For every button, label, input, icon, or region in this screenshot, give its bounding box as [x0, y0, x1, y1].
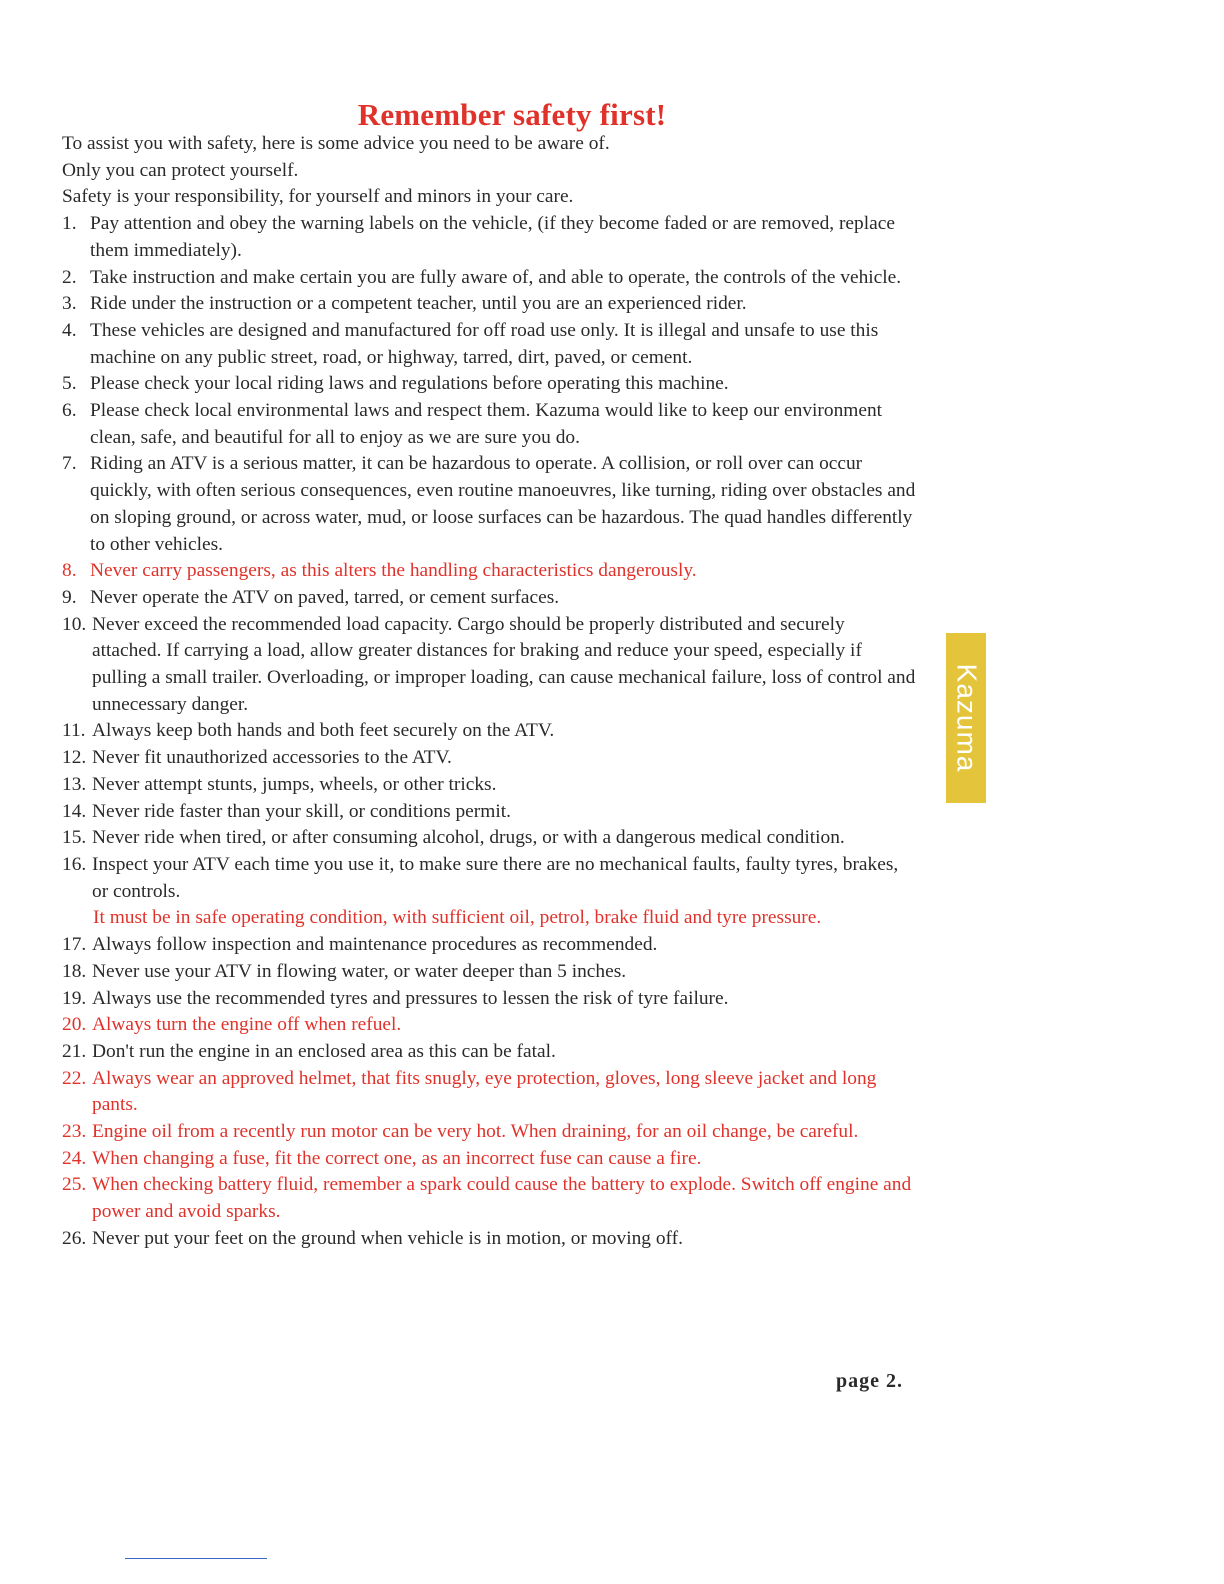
item-text: Never operate the ATV on paved, tarred, or cement surfaces.	[90, 586, 560, 608]
item-text: Always keep both hands and both feet securely on the ATV.	[92, 720, 555, 742]
safety-note: It must be in safe operating condition, with sufficient oil, petrol, brake fluid and tyre pressure.	[93, 907, 822, 929]
item-text: Never carry passengers, as this alters the handling characteristics dangerously.	[90, 560, 697, 582]
item-number: 22.	[62, 1067, 87, 1089]
item-text: Riding an ATV is a serious matter, it can be hazardous to operate. A collision, or roll over can occur quickly, with often serious consequences, even routine manoeuvres, like turning, riding over obstacles and on sloping ground, or across water, mud, or loose surfaces can be hazardous. The quad handles differently to other vehicles.	[90, 453, 916, 555]
item-number: 25.	[62, 1174, 87, 1196]
safety-item	[62, 398, 918, 451]
item-number: 26.	[62, 1227, 87, 1249]
item-number: 6.	[62, 400, 77, 422]
safety-item	[62, 558, 918, 585]
item-text: Always use the recommended tyres and pressures to lessen the risk of tyre failure.	[92, 987, 729, 1009]
safety-item	[62, 612, 918, 719]
item-text: Never put your feet on the ground when vehicle is in motion, or moving off.	[92, 1227, 683, 1249]
item-number: 4.	[62, 319, 77, 341]
safety-item	[62, 799, 918, 826]
item-text: Never fit unauthorized accessories to the ATV.	[92, 747, 452, 769]
page-number: page 2.	[836, 1370, 903, 1392]
intro-line: Only you can protect yourself.	[62, 159, 299, 181]
safety-item	[62, 451, 918, 558]
item-number: 12.	[62, 747, 87, 769]
item-number: 11.	[62, 720, 86, 742]
item-number: 5.	[62, 373, 77, 395]
intro-line: To assist you with safety, here is some advice you need to be aware of.	[62, 133, 610, 154]
item-text: Take instruction and make certain you are fully aware of, and able to operate, the controls of the vehicle.	[90, 266, 902, 288]
item-number: 20.	[62, 1014, 87, 1036]
safety-item	[62, 1066, 918, 1119]
item-text: Always follow inspection and maintenance procedures as recommended.	[92, 934, 658, 956]
item-number: 3.	[62, 293, 77, 315]
item-text: Never ride faster than your skill, or conditions permit.	[92, 800, 511, 822]
safety-item	[62, 1012, 918, 1039]
item-text: When checking battery fluid, remember a spark could cause the battery to explode. Switch off engine and power and avoid sparks.	[92, 1174, 912, 1223]
item-number: 7.	[62, 453, 77, 475]
safety-item	[62, 718, 918, 745]
item-text: Pay attention and obey the warning labels on the vehicle, (if they become faded or are removed, replace them immediately).	[90, 213, 895, 261]
item-number: 24.	[62, 1147, 87, 1169]
item-text: Inspect your ATV each time you use it, to make sure there are no mechanical faults, faulty tyres, brakes, or controls.	[92, 853, 899, 902]
item-text: When changing a fuse, fit the correct one, as an incorrect fuse can cause a fire.	[92, 1147, 702, 1169]
safety-item	[62, 211, 918, 264]
intro-line: Safety is your responsibility, for yourself and minors in your care.	[62, 186, 574, 208]
item-number: 19.	[62, 987, 87, 1009]
item-number: 10.	[62, 613, 87, 635]
safety-item	[62, 772, 918, 799]
item-number: 8.	[62, 560, 77, 582]
item-number: 18.	[62, 960, 87, 982]
brand-logo: Kazuma	[951, 663, 982, 773]
item-number: 9.	[62, 586, 77, 608]
safety-item	[62, 745, 918, 772]
safety-item	[62, 959, 918, 986]
item-number: 13.	[62, 773, 87, 795]
item-text: Never attempt stunts, jumps, wheels, or other tricks.	[92, 773, 497, 795]
safety-item	[62, 291, 918, 318]
brand-side-tab	[946, 633, 986, 803]
safety-item	[62, 265, 918, 292]
item-text: Ride under the instruction or a competent teacher, until you are an experienced rider.	[90, 293, 747, 315]
safety-item	[62, 932, 918, 959]
item-number: 15.	[62, 827, 87, 849]
item-number: 14.	[62, 800, 87, 822]
item-number: 16.	[62, 853, 87, 875]
item-number: 23.	[62, 1121, 87, 1143]
item-text: Always wear an approved helmet, that fits snugly, eye protection, gloves, long sleeve jacket and long pants.	[92, 1067, 877, 1116]
safety-content	[62, 131, 918, 1253]
item-number: 17.	[62, 934, 87, 956]
page-title: Remember safety first!	[357, 96, 667, 132]
item-text: Don't run the engine in an enclosed area as this can be fatal.	[92, 1040, 556, 1062]
safety-item	[62, 1146, 918, 1173]
item-text: Please check local environmental laws and respect them. Kazuma would like to keep our environment clean, safe, and beautiful for all to enjoy as we are sure you do.	[90, 400, 883, 448]
safety-item	[62, 585, 918, 612]
item-number: 21.	[62, 1040, 87, 1062]
safety-item	[62, 1172, 918, 1225]
item-number: 1.	[62, 213, 77, 235]
safety-item	[62, 986, 918, 1013]
item-text: Please check your local riding laws and regulations before operating this machine.	[90, 373, 729, 395]
safety-item	[62, 1039, 918, 1066]
safety-item	[62, 1226, 918, 1253]
safety-item	[62, 371, 918, 398]
safety-list	[62, 211, 918, 1252]
item-text: These vehicles are designed and manufactured for off road use only. It is illegal and unsafe to use this machine on any public street, road, or highway, tarred, dirt, paved, or cement.	[90, 319, 879, 368]
safety-item	[62, 825, 918, 852]
item-text: Always turn the engine off when refuel.	[92, 1014, 402, 1036]
item-text: Never exceed the recommended load capacity. Cargo should be properly distributed and securely attached. If carrying a load, allow greater distances for braking and reduce your speed, especially if pulling a small trailer. Overloading, or improper loading, can cause mechanical failure, loss of control and unnecessary danger.	[92, 613, 916, 715]
safety-item	[62, 852, 918, 905]
bottom-rule	[125, 1558, 267, 1559]
safety-item	[62, 1119, 918, 1146]
item-number: 2.	[62, 266, 77, 288]
item-text: Engine oil from a recently run motor can be very hot. When draining, for an oil change, be careful.	[92, 1121, 859, 1143]
safety-item	[62, 318, 918, 371]
item-text: Never use your ATV in flowing water, or water deeper than 5 inches.	[92, 960, 627, 982]
item-text: Never ride when tired, or after consuming alcohol, drugs, or with a dangerous medical condition.	[92, 827, 845, 849]
